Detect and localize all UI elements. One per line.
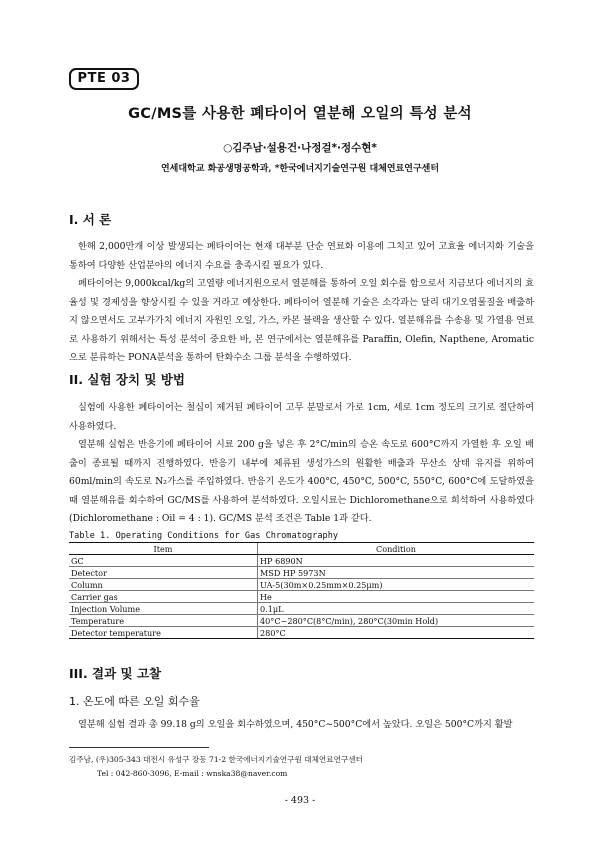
table-row <box>69 591 534 603</box>
footnote-divider <box>69 747 209 748</box>
intro-body <box>69 238 534 368</box>
table-cell-condition: HP 6890N <box>258 555 535 567</box>
results-body <box>69 716 534 735</box>
method-paragraph-1: 실험에 사용한 폐타이어는 철심이 제거된 폐타이어 고무 분말로서 가로 1cm, 세로 1cm 정도의 크기로 절단하여 사용하였다. <box>69 402 534 432</box>
table-cell-item: Detector <box>69 567 258 579</box>
intro-paragraph-2: 폐타이어는 9,000kcal/kg의 고열량 에너지원으로서 열분해를 통하여 오일 회수를 함으로서 지금보다 에너지의 효율성 및 경제성을 향상시킬 수 있을 거라고 예상한다. 폐타이어 열분해 기술은 소각과는 달리 대기오염물질을 배출하지 않으면서도 고부가가치 에너지 자원인 오일, 가스, 카본 블랙을 생산할 수 있다. 열분해유를 수송용 및 가열용 연료로 사용하기 위해서는 특성 분석이 중요한 바, 본 연구에서는 열분해유를 Paraffin, Olefin, Napthene, Aromatic으로 분류하는 PONA분석을 통하여 탄화수소 그룹 분석을 수행하였다. <box>69 278 534 363</box>
table-row <box>69 567 534 579</box>
table-cell-condition: MSD HP 5973N <box>258 567 535 579</box>
author-list: ○김주남·설용건·나정걸*·정수현* <box>223 142 377 154</box>
table-cell-condition: 40°C~280°C(8°C/min), 280°C(30min Hold) <box>258 615 535 627</box>
table-cell-item: GC <box>69 555 258 567</box>
gc-conditions-table <box>69 542 534 639</box>
method-body <box>69 399 534 529</box>
paper-title: GC/MS를 사용한 폐타이어 열분해 오일의 특성 분석 <box>128 106 472 122</box>
footnote <box>69 753 363 781</box>
footnote-contact: Tel : 042-860-3096, E-mail : wnska38@naver.com <box>97 769 288 778</box>
table-cell-item: Column <box>69 579 258 591</box>
table-header-row <box>69 543 534 555</box>
table-caption: Table 1. Operating Conditions for Gas Chromatography <box>69 531 339 541</box>
table-cell-condition: 280°C <box>258 627 535 639</box>
table-header-condition: Condition <box>258 543 535 555</box>
table-header-item: Item <box>69 543 258 555</box>
section-heading-method: II. 실험 장치 및 방법 <box>69 372 185 387</box>
table-cell-condition: UA-5(30m×0.25mm×0.25μm) <box>258 579 535 591</box>
table-cell-item: Carrier gas <box>69 591 258 603</box>
table-row <box>69 555 534 567</box>
table-row <box>69 603 534 615</box>
section-heading-intro: I. 서 론 <box>69 212 112 227</box>
page-number: - 493 - <box>284 795 316 806</box>
table-cell-condition: 0.1μL <box>258 603 535 615</box>
affiliation: 연세대학교 화공생명공학과, *한국에너지기술연구원 대체연료연구센터 <box>160 164 440 174</box>
method-paragraph-2: 열분해 실험은 반응기에 폐타이어 시료 200 g을 넣은 후 2°C/min의 승온 속도로 600°C까지 가열한 후 오일 배출이 종료될 때까지 진행하였다. 반응기 내부에 체류된 생성가스의 원활한 배출과 무산소 상태 유지를 위하여 60ml/min의 속도로 N₂가스를 주입하였다. 반응기 온도가 400°C, 450°C, 500°C, 550°C, 600°C에 도달하였을 때 열분해유를 회수하여 GC/MS를 사용하여 분석하였다. 오일시료는 Dichloromethane으로 희석하여 사용하였다(Dichloromethane : Oil = 4 : 1). GC/MS 분석 조건은 Table 1과 같다. <box>69 439 534 524</box>
section-heading-results: III. 결과 및 고찰 <box>69 666 162 681</box>
table-cell-condition: He <box>258 591 535 603</box>
table-row <box>69 627 534 639</box>
footnote-address: 김주남, (우)305-343 대전시 유성구 장동 71-2 한국에너지기술연구원 대체연료연구센터 <box>69 755 363 764</box>
intro-paragraph-1: 한해 2,000만개 이상 발생되는 폐타이어는 현재 대부분 단순 연료화 이용에 그치고 있어 고효율 에너지화 기술을 통하여 다양한 산업분야의 에너지 수요를 충족시킬 필요가 있다. <box>69 241 534 271</box>
session-code-badge: PTE 03 <box>69 68 139 90</box>
results-paragraph-1: 열분해 실험 결과 총 99.18 g의 오일을 회수하였으며, 450°C~500°C에서 높았다. 오일은 500°C까지 활발 <box>78 719 513 730</box>
table-cell-item: Detector temperature <box>69 627 258 639</box>
subsection-heading-oil-recovery: 1. 온도에 따른 오일 회수율 <box>69 695 200 708</box>
table-cell-item: Temperature <box>69 615 258 627</box>
table-cell-item: Injection Volume <box>69 603 258 615</box>
table-row <box>69 615 534 627</box>
table-row <box>69 579 534 591</box>
